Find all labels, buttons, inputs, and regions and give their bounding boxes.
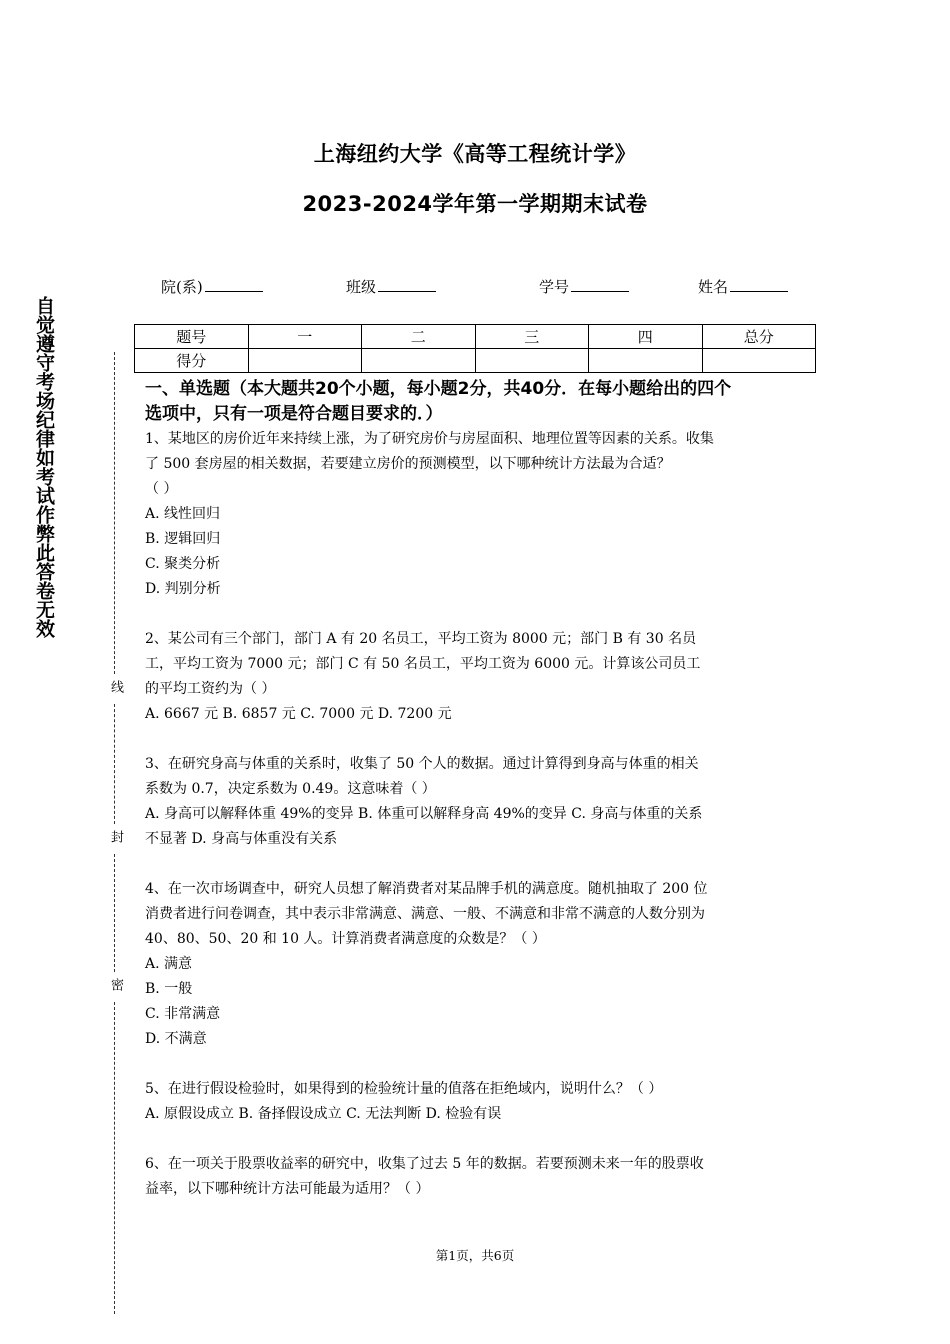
question-text: 40、80、50、20 和 10 人。计算消费者满意度的众数是？（ ） <box>145 931 546 947</box>
score-cell: 二 <box>362 325 476 349</box>
class-field <box>346 276 436 297</box>
score-cell: 一 <box>248 325 362 349</box>
question-text: 6、在一项关于股票收益率的研究中，收集了过去 5 年的数据。若要预测未来一年的股票收 <box>145 1156 704 1172</box>
student-id-label: 学号 <box>539 278 570 296</box>
section-heading: 一、单选题（本大题共20个小题，每小题2分，共40分．在每小题给出的四个 <box>145 379 732 399</box>
section-heading: 选项中，只有一项是符合题目要求的．） <box>145 404 443 424</box>
answer-option: A. 身高可以解释体重 49%的变异 B. 体重可以解释身高 49%的变异 C. 身高与体重的关系 <box>145 806 703 822</box>
question-text: 工，平均工资为 7000 元；部门 C 有 50 名员工，平均工资为 6000 元。计算该公司员工 <box>145 656 701 672</box>
question-text: 了 500 套房屋的相关数据，若要建立房价的预测模型，以下哪种统计方法最为合适？ <box>145 456 671 472</box>
question-text: 3、在研究身高与体重的关系时，收集了 50 个人的数据。通过计算得到身高与体重的相关 <box>145 756 699 772</box>
score-table-score-row <box>135 349 816 373</box>
answer-option: A. 原假设成立 B. 备择假设成立 C. 无法判断 D. 检验有误 <box>145 1106 502 1122</box>
score-cell: 得分 <box>135 349 249 373</box>
score-table-header-row <box>135 325 816 349</box>
question-text: （ ） <box>145 481 178 497</box>
page-number: 第1页，共6页 <box>435 1248 515 1263</box>
answer-option: A. 6667 元 B. 6857 元 C. 7000 元 D. 7200 元 <box>145 706 452 722</box>
answer-option: C. 非常满意 <box>145 1006 221 1022</box>
score-cell: 三 <box>475 325 589 349</box>
score-cell: 题号 <box>135 325 249 349</box>
score-cell: 总分 <box>702 325 816 349</box>
exam-rules-notice: 自觉遵守考场纪律如考试作弊此答卷无效 <box>33 296 55 638</box>
student-id-field <box>539 276 629 297</box>
class-label: 班级 <box>346 278 377 296</box>
department-blank <box>205 277 263 292</box>
department-label: 院(系) <box>161 278 203 296</box>
binding-line-segment <box>114 1002 115 1314</box>
answer-option: B. 一般 <box>145 981 193 997</box>
binding-line-segment <box>114 704 115 824</box>
answer-option: 不显著 D. 身高与体重没有关系 <box>145 831 338 847</box>
exam-title: 上海纽约大学《高等工程统计学》 <box>313 142 637 166</box>
answer-option: D. 判别分析 <box>145 581 221 597</box>
score-cell <box>362 349 476 373</box>
binding-line-segment <box>114 352 115 674</box>
name-blank <box>730 277 788 292</box>
score-cell: 四 <box>589 325 703 349</box>
question-text: 4、在一次市场调查中，研究人员想了解消费者对某品牌手机的满意度。随机抽取了 200 位 <box>145 881 708 897</box>
score-cell <box>589 349 703 373</box>
student-id-blank <box>571 277 629 292</box>
score-table <box>134 324 816 373</box>
spacer <box>145 727 813 752</box>
answer-option: A. 满意 <box>145 956 193 972</box>
question-text: 1、某地区的房价近年来持续上涨，为了研究房价与房屋面积、地理位置等因素的关系。收集 <box>145 431 714 447</box>
spacer <box>145 1127 813 1152</box>
spacer <box>145 1052 813 1077</box>
question-text: 益率，以下哪种统计方法可能最为适用？（ ） <box>145 1181 430 1197</box>
score-cell <box>475 349 589 373</box>
answer-option: A. 线性回归 <box>145 506 221 522</box>
seal-mark-line: 线 <box>108 680 123 693</box>
question-text: 2、某公司有三个部门，部门 A 有 20 名员工，平均工资为 8000 元；部门 B 有 30 名员 <box>145 631 697 647</box>
spacer <box>145 602 813 627</box>
score-cell <box>702 349 816 373</box>
class-blank <box>378 277 436 292</box>
department-field <box>161 276 263 297</box>
question-area <box>145 377 813 1202</box>
name-field <box>698 276 788 297</box>
question-text: 的平均工资约为（ ） <box>145 681 276 697</box>
score-cell <box>248 349 362 373</box>
seal-mark-seal: 封 <box>108 830 123 843</box>
answer-option: D. 不满意 <box>145 1031 207 1047</box>
question-text: 消费者进行问卷调查，其中表示非常满意、满意、一般、不满意和非常不满意的人数分别为 <box>145 906 705 922</box>
exam-subtitle: 2023-2024学年第一学期期末试卷 <box>302 192 648 216</box>
question-text: 系数为 0.7，决定系数为 0.49。这意味着（ ） <box>145 781 436 797</box>
answer-option: B. 逻辑回归 <box>145 531 221 547</box>
binding-line-segment <box>114 854 115 972</box>
spacer <box>145 852 813 877</box>
question-text: 5、在进行假设检验时，如果得到的检验统计量的值落在拒绝域内，说明什么？（ ） <box>145 1081 663 1097</box>
name-label: 姓名 <box>698 278 729 296</box>
answer-option: C. 聚类分析 <box>145 556 221 572</box>
seal-mark-secret: 密 <box>108 978 123 991</box>
